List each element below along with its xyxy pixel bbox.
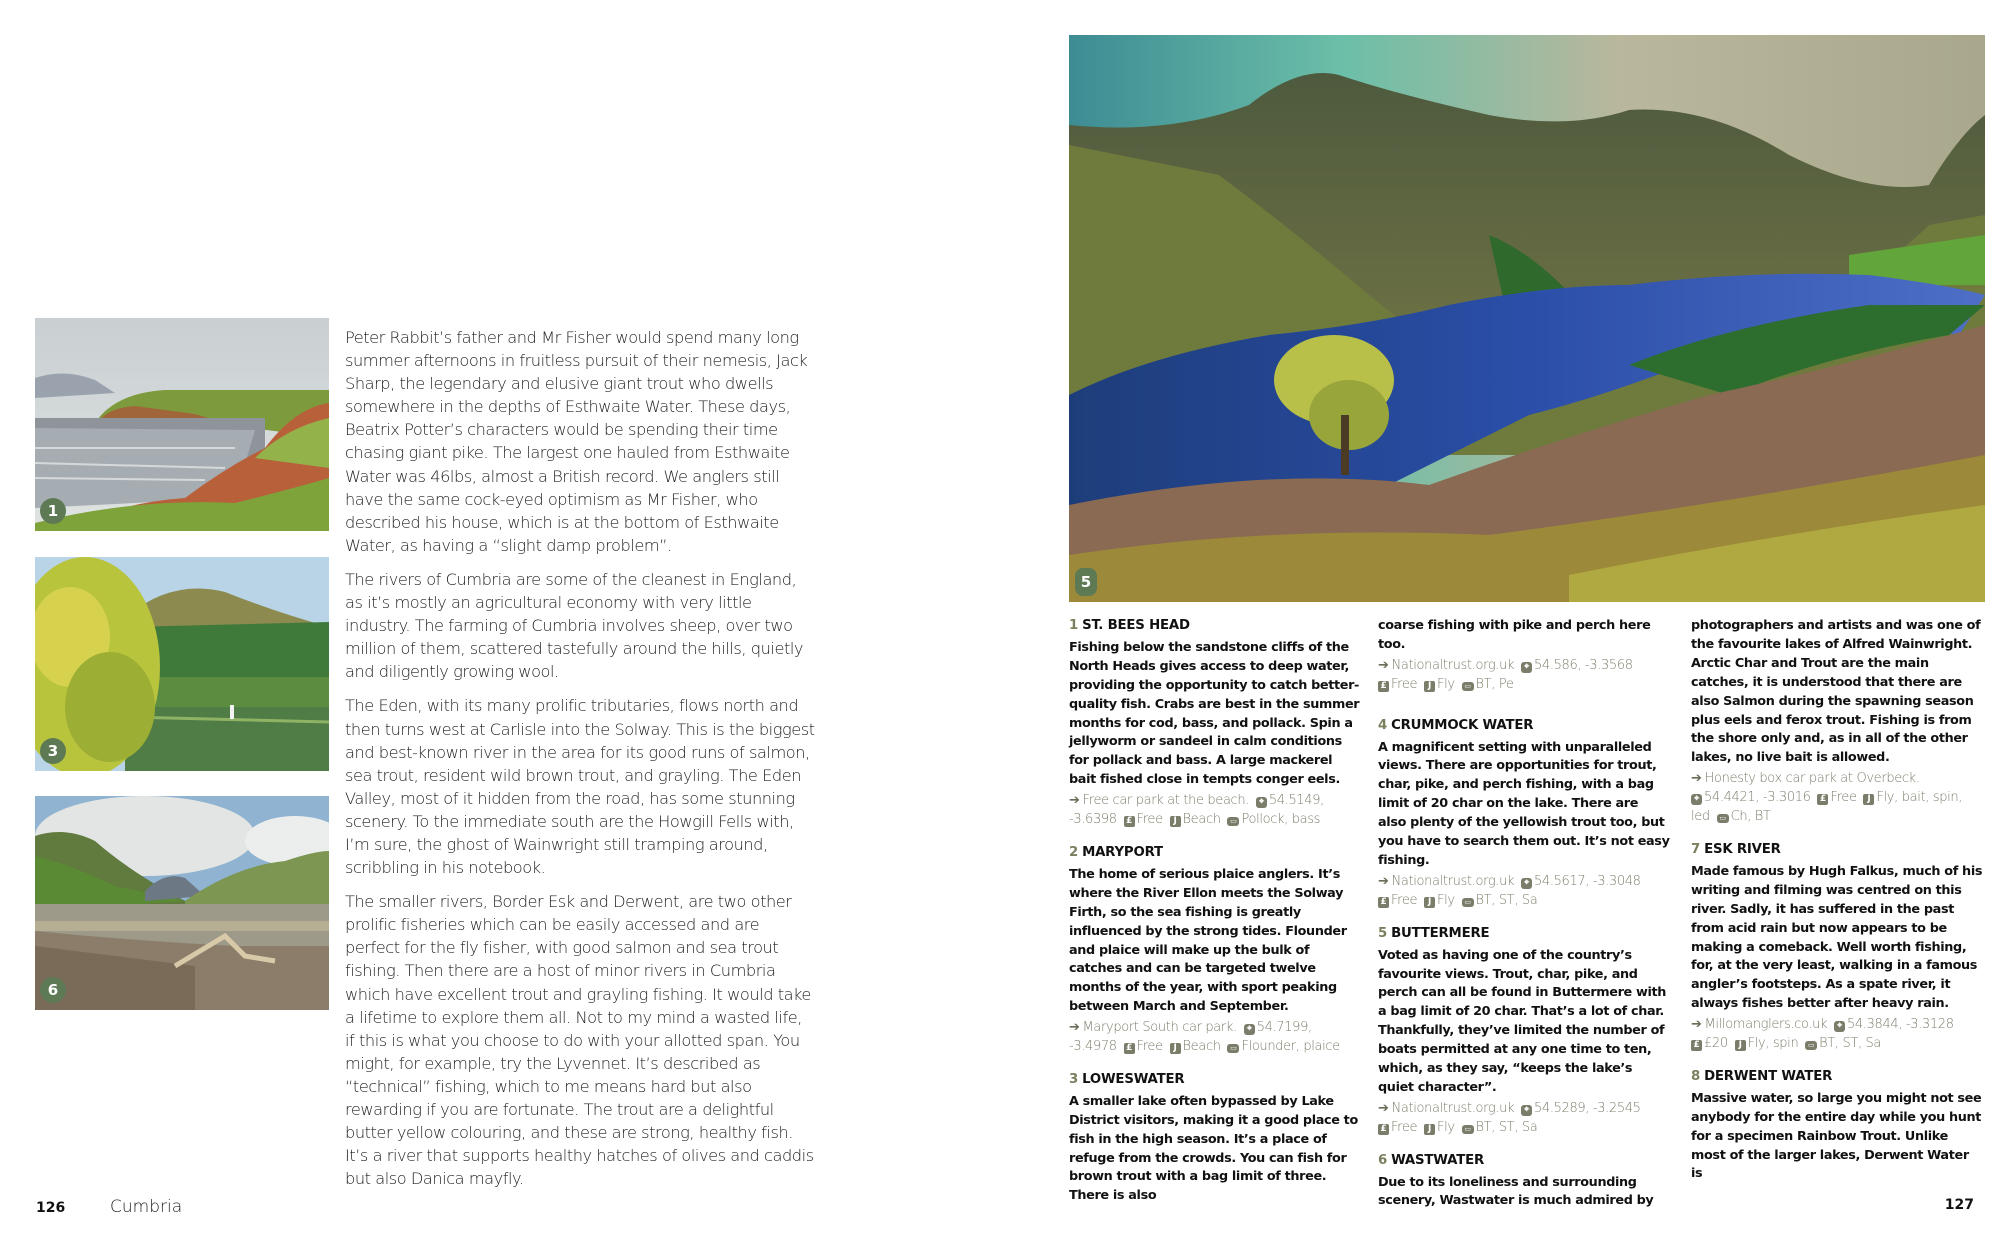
pound-sign-icon: £: [1691, 1040, 1702, 1051]
fishing-method-icon: J: [1424, 897, 1435, 908]
listing-method: Fly: [1436, 676, 1455, 692]
pound-sign-icon: £: [1817, 794, 1828, 805]
arrow-right-icon: ➔: [1378, 1100, 1389, 1116]
listing-species: BT, ST, Sa: [1475, 892, 1538, 908]
listing-info: [1378, 657, 1670, 695]
listing-price: Free: [1136, 1039, 1163, 1055]
pound-sign-icon: £: [1378, 681, 1389, 692]
listing-info: [1378, 873, 1670, 911]
photo-number-badge: 3: [40, 738, 66, 764]
map-pin-icon: ⌖: [1521, 878, 1532, 889]
pound-sign-icon: £: [1124, 1043, 1135, 1054]
listing-loweswater-continued: [1378, 617, 1670, 695]
paragraph: The rivers of Cumbria are some of the cleanest in England, as it’s mostly an agricultural economy with very little industry. The farming of Cumbria involves sheep, over two million of them, scattered tastefully around the hills, quietly and diligently growing wool.: [345, 569, 804, 682]
map-pin-icon: ⌖: [1256, 797, 1267, 808]
listing-description-continued: coarse fishing with pike and perch here too.: [1378, 618, 1651, 652]
page-number: 126: [36, 1200, 66, 1216]
listing-species: Pollock, bass: [1241, 812, 1321, 828]
paragraph: The smaller rivers, Border Esk and Derwent, are two other prolific fisheries which can be easily accessed and are perfect for the fly fisher, with good salmon and sea trout fishing. Then there are a host of minor rivers in Cumbria which have excellent trout and grayling fishing. It would take a lifetime to explore them all. Not to my mind a wasted life, if this is what you choose to do with your allotted span. You might, for example, try the Lyvennet. It’s described as “technical” fishing, which to me means hard but also rewarding if you are fortunate. The trout are a delightful butter yellow colouring, and these are strong, healthy fish. It’s a river that supports healthy hatches of olives and caddis but also Danica mayfly.: [345, 892, 814, 1189]
listing-description: The home of serious plaice anglers. It’s where the River Ellon meets the Solway Firth, so the sea fishing is greatly influenced by the strong tides. Flounder and plaice will make up the bulk of catches and can be targeted twelve months of the year, with sport peaking between March and September.: [1069, 866, 1347, 1015]
listing-number: 1: [1069, 618, 1079, 633]
fishing-method-icon: J: [1424, 1124, 1435, 1135]
arrow-right-icon: ➔: [1691, 1017, 1702, 1033]
listing-coordinates: 54.3844, -3.3128: [1847, 1017, 1954, 1033]
listing-info: [1069, 1019, 1361, 1057]
photo-number-badge: 1: [40, 498, 66, 524]
coastline-image: [35, 318, 329, 531]
listing-info: [1691, 1016, 1983, 1054]
photo-number-badge: 6: [40, 977, 66, 1003]
listing-info: [1069, 792, 1361, 830]
arrow-right-icon: ➔: [1378, 657, 1389, 673]
pound-sign-icon: £: [1378, 897, 1389, 908]
lakeshore-image: [35, 796, 329, 1010]
listing-title: MARYPORT: [1082, 844, 1163, 860]
listing-heading: [1691, 1068, 1983, 1087]
listing-number: 2: [1069, 844, 1079, 860]
listing-species: BT, ST, Sa: [1819, 1036, 1882, 1052]
listing-loweswater: [1069, 1071, 1361, 1206]
fishing-method-icon: J: [1170, 816, 1181, 827]
fishing-method-icon: J: [1170, 1043, 1181, 1054]
photo-loweswater: [35, 557, 329, 771]
listing-heading: [1069, 844, 1361, 863]
listing-price: Free: [1391, 892, 1418, 908]
listing-directions: Nationaltrust.org.uk: [1391, 1100, 1515, 1116]
listing-number: 7: [1691, 841, 1701, 857]
listing-directions: Free car park at the beach.: [1082, 793, 1250, 809]
arrow-right-icon: ➔: [1378, 873, 1389, 889]
listing-derwent-water: [1691, 1068, 1983, 1184]
fish-species-icon: ▭: [1462, 682, 1474, 691]
listing-price: Free: [1830, 790, 1857, 806]
listing-wastwater-continued: [1691, 617, 1983, 827]
map-pin-icon: ⌖: [1691, 794, 1702, 805]
listing-heading: [1378, 1152, 1670, 1171]
fish-species-icon: ▭: [1227, 817, 1239, 826]
listing-wastwater: [1378, 1152, 1670, 1212]
listing-method: Beach: [1182, 1039, 1221, 1055]
fish-species-icon: ▭: [1462, 898, 1474, 907]
fishing-method-icon: J: [1424, 681, 1435, 692]
listing-description: Made famous by Hugh Falkus, much of his writing and filming was centred on this river. Sadly, it has suffered in the past from acid rain but now appears to be making a comeback. Well worth fishing, for, at the very least, walking in a famous angler’s footsteps. As a spate river, it always fishes better after heavy rain.: [1691, 863, 1983, 1012]
listings-column-1: [1069, 617, 1361, 1220]
listing-heading: [1069, 617, 1361, 636]
listing-maryport: [1069, 844, 1361, 1057]
map-pin-icon: ⌖: [1834, 1021, 1845, 1032]
arrow-right-icon: ➔: [1069, 1020, 1080, 1036]
listings-column-2: [1378, 617, 1670, 1225]
valley-lake-image: [1069, 35, 1985, 602]
listing-number: 8: [1691, 1068, 1701, 1084]
photo-number-badge: 5: [1075, 568, 1097, 596]
listing-title: BUTTERMERE: [1391, 925, 1490, 941]
listing-heading: [1069, 1071, 1361, 1090]
listing-number: 4: [1378, 717, 1388, 733]
listing-price: Free: [1391, 676, 1418, 692]
listing-method: Fly: [1436, 892, 1455, 908]
listing-description: Due to its loneliness and surrounding scenery, Wastwater is much admired by: [1378, 1174, 1654, 1209]
listing-directions: Nationaltrust.org.uk: [1391, 873, 1515, 889]
listing-species: BT, ST, Sa: [1475, 1119, 1538, 1135]
listing-description: Fishing below the sandstone cliffs of the North Heads gives access to deep water, providing the opportunity to catch better-quality fish. Crabs are best in the summer months for cod, bass, and pollack. Spin a jellyworm or sandeel in calm conditions for pollack and bass. A large mackerel bait fished close in tempts conger eels.: [1069, 639, 1360, 788]
listing-coordinates: 54.5289, -3.2545: [1533, 1100, 1641, 1116]
arrow-right-icon: ➔: [1069, 793, 1080, 809]
listing-st-bees-head: [1069, 617, 1361, 830]
listing-heading: [1378, 717, 1670, 736]
pound-sign-icon: £: [1124, 816, 1135, 827]
listing-description: Massive water, so large you might not see anybody for the entire day while you hunt for a specimen Rainbow Trout. Unlike most of the larger lakes, Derwent Water is: [1691, 1090, 1982, 1182]
listing-directions: Millomanglers.co.uk: [1704, 1017, 1828, 1033]
section-title: Cumbria: [110, 1197, 183, 1217]
fish-species-icon: ▭: [1227, 1044, 1239, 1053]
listing-directions: Nationaltrust.org.uk: [1391, 657, 1515, 673]
listing-price: £20: [1704, 1036, 1728, 1052]
listing-title: CRUMMOCK WATER: [1391, 717, 1534, 733]
paragraph: The Eden, with its many prolific tributaries, flows north and then turns west at Carlisle into the Solway. This is the biggest and best-known river in the area for its good runs of salmon, sea trout, resident wild brown trout, and grayling. The Eden Valley, most of it hidden from the road, has some stunning scenery. To the immediate south are the Howgill Fells with, I’m sure, the ghost of Wainwright still tramping around, scribbling in his notebook.: [345, 696, 815, 878]
listing-coordinates: 54.586, -3.3568: [1533, 657, 1633, 673]
photo-buttermere: [1069, 35, 1985, 602]
photo-st-bees-head: [35, 318, 329, 531]
map-pin-icon: ⌖: [1244, 1024, 1255, 1035]
listing-description: Voted as having one of the country’s favourite views. Trout, char, pike, and perch can all be found in Buttermere with a bag limit of 20 char. That’s a lot of char. Thankfully, they’ve limited the number of boats permitted at any one time to ten, which, as they say, “keeps the lake’s quiet character”.: [1378, 947, 1667, 1095]
fish-species-icon: ▭: [1717, 814, 1729, 823]
arrow-right-icon: ➔: [1691, 771, 1702, 787]
listing-method: Beach: [1182, 812, 1221, 828]
listing-method: Fly: [1436, 1119, 1455, 1135]
listing-esk-river: [1691, 841, 1983, 1054]
listing-title: DERWENT WATER: [1704, 1068, 1833, 1084]
paragraph: Peter Rabbit’s father and Mr Fisher would spend many long summer afternoons in fruitless pursuit of their nemesis, Jack Sharp, the legendary and elusive giant trout who dwells somewhere in the depths of Esthwaite Water. These days, Beatrix Potter’s characters would be spending their time chasing giant pike. The largest one hauled from Esthwaite Water was 46lbs, almost a British record. We anglers still have the same cock-eyed optimism as Mr Fisher, who described his house, which is at the bottom of Esthwaite Water, as having a “slight damp problem”.: [345, 328, 808, 555]
listing-heading: [1378, 925, 1670, 944]
listing-number: 3: [1069, 1071, 1079, 1087]
page-number: 127: [1944, 1197, 1974, 1213]
listing-price: Free: [1391, 1119, 1418, 1135]
map-pin-icon: ⌖: [1521, 1105, 1532, 1116]
listing-description: A smaller lake often bypassed by Lake District visitors, making it a good place to fish in the high season. It’s a place of refuge from the crowds. You can fish for brown trout with a bag limit of three. There is also: [1069, 1093, 1358, 1204]
listing-title: ESK RIVER: [1704, 841, 1781, 857]
listing-title: ST. BEES HEAD: [1082, 618, 1190, 633]
listings-column-3: [1691, 617, 1983, 1198]
listing-species: Ch, BT: [1730, 809, 1771, 825]
photo-wastwater: [35, 796, 329, 1010]
listing-species: BT, Pe: [1475, 676, 1514, 692]
listing-coordinates: 54.5617, -3.3048: [1533, 873, 1641, 889]
listing-number: 6: [1378, 1152, 1388, 1168]
listing-coordinates: 54.5149, -3.6398: [1069, 793, 1324, 828]
listing-title: WASTWATER: [1391, 1152, 1484, 1168]
listing-coordinates: 54.4421, -3.3016: [1704, 790, 1811, 806]
listing-number: 5: [1378, 925, 1388, 941]
listing-method: Fly, spin: [1747, 1036, 1799, 1052]
map-pin-icon: ⌖: [1521, 662, 1532, 673]
fishing-method-icon: J: [1863, 794, 1874, 805]
listing-buttermere: [1378, 925, 1670, 1138]
fish-species-icon: ▭: [1805, 1041, 1817, 1050]
listing-title: LOWESWATER: [1082, 1071, 1185, 1087]
listing-description-continued: photographers and artists and was one of the favourite lakes of Alfred Wainwright. Arctic Char and Trout are the main catches, it is understood that there are also Salmon during the spawning season plus eels and ferox trout. Fishing is from the shore only and, as in all of the other lakes, no live bait is allowed.: [1691, 618, 1981, 766]
article-body: [345, 326, 815, 1201]
listing-description: A magnificent setting with unparalleled views. There are opportunities for trout, char, pike, and perch fishing, with a bag limit of 20 char on the lake. There are also plenty of the yellowish trout too, but you have to search them out. It’s not easy fishing.: [1378, 739, 1670, 868]
listing-heading: [1691, 841, 1983, 860]
fishing-method-icon: J: [1735, 1040, 1746, 1051]
listing-method: Fly, bait, spin, led: [1691, 790, 1963, 825]
listing-info: [1691, 770, 1983, 827]
lake-fell-image: [35, 557, 329, 771]
pound-sign-icon: £: [1378, 1124, 1389, 1135]
listing-info: [1378, 1100, 1670, 1138]
listing-directions: Honesty box car park at Overbeck.: [1704, 771, 1920, 787]
listing-coordinates: 54.7199, -3.4978: [1069, 1020, 1312, 1055]
listing-crummock-water: [1378, 717, 1670, 911]
listing-directions: Maryport South car park.: [1082, 1020, 1237, 1036]
listing-species: Flounder, plaice: [1241, 1039, 1340, 1055]
right-page: [1004, 0, 2008, 1241]
listing-price: Free: [1136, 812, 1163, 828]
fish-species-icon: ▭: [1462, 1125, 1474, 1134]
